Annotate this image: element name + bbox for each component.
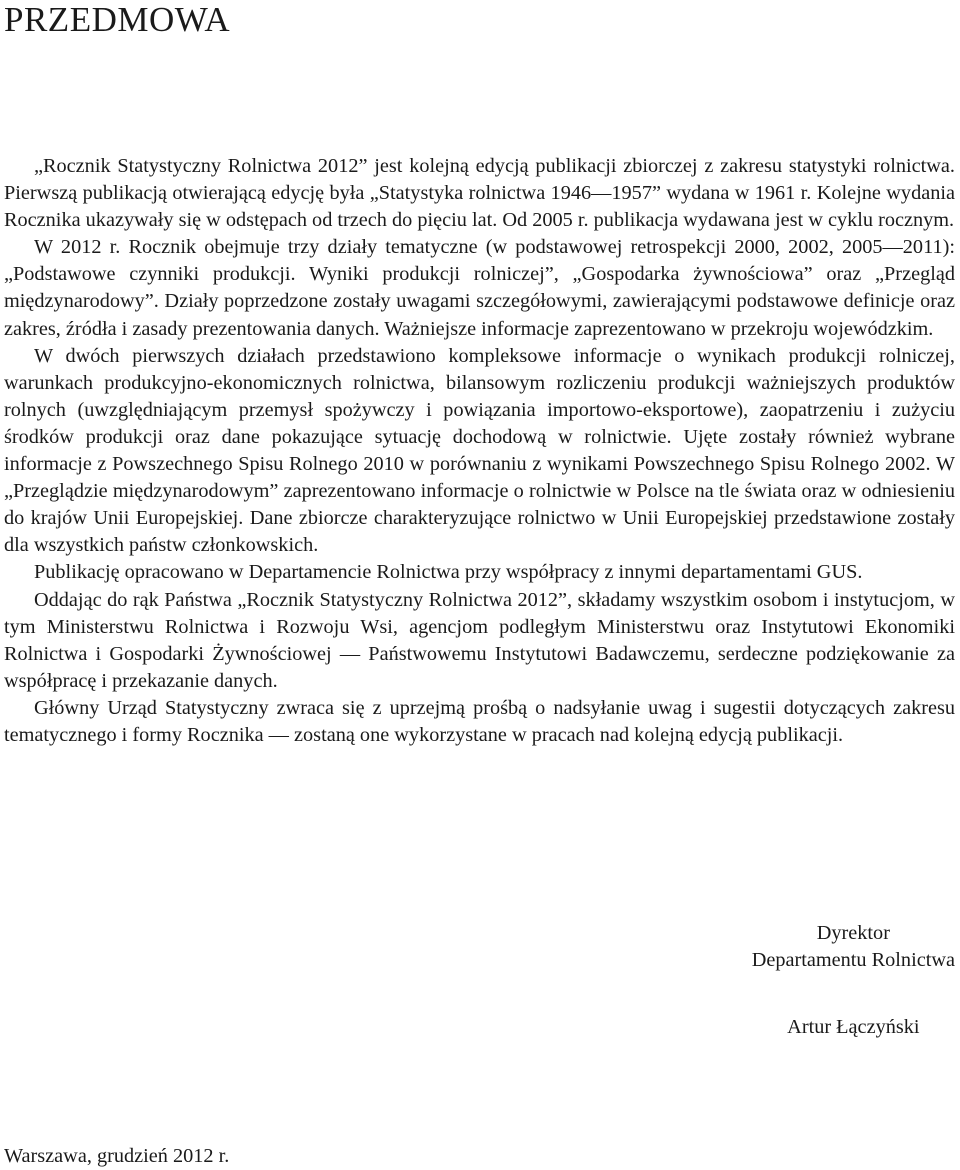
paragraph-intro: „Rocznik Statystyczny Rolnictwa 2012” jest kolejną edycją publikacji zbiorczej z zakresu statystyki rolnictwa. Pierwszą publikacją otwierającą edycję była „Statystyka rolnictwa 1946—1957” wydana w 1961 r. Kolejne wydania Rocznika ukazywały się w odstępach od trzech do pięciu lat. Od 2005 r. publikacja wydawana jest w cyklu rocznym. bbox=[4, 155, 955, 232]
paragraph-content: W dwóch pierwszych działach przedstawiono kompleksowe informacje o wynikach produkcji rolniczej, warunkach produkcyjno-ekonomicznych rolnictwa, bilansowym rozliczeniu produkcji ważniejszych produktów rolnych (uwzględniającym przemysł spożywczy i powiązania importowo-eksportowe), zaopatrzeniu i zużyciu środków produkcji oraz dane pokazujące sytuację dochodową w rolnictwie. Ujęte zostały również wybrane informacje z Powszechnego Spisu Rolnego 2010 w porównaniu z wynikami Powszechnego Spisu Rolnego 2002. W „Przeglądzie międzynarodowym” zaprezentowano informacje o rolnictwie w Polsce na tle świata oraz w odniesieniu do krajów Unii Europejskiej. Dane zbiorcze charakteryzujące rolnictwo w Unii Europejskiej przedstawione zostały dla wszystkich państw członkowskich. bbox=[4, 344, 955, 557]
signature-department: Departamentu Rolnictwa bbox=[751, 949, 955, 971]
signature-block bbox=[752, 920, 955, 1041]
signature-role: Dyrektor bbox=[816, 922, 890, 944]
preface-body bbox=[4, 153, 955, 749]
signature-name: Artur Łączyński bbox=[787, 1016, 920, 1038]
place-date: Warszawa, grudzień 2012 r. bbox=[4, 1145, 230, 1167]
paragraph-authorship: Publikację opracowano w Departamencie Rolnictwa przy współpracy z innymi departamentami GUS. bbox=[34, 561, 863, 584]
paragraph-acknowledgements: Oddając do rąk Państwa „Rocznik Statystyczny Rolnictwa 2012”, składamy wszystkim osobom i instytucjom, w tym Ministerstwu Rolnictwa i Rozwoju Wsi, agencjom podległym Ministerstwu oraz Instytutowi Ekonomiki Rolnictwa i Gospodarki Żywnościowej — Państwowemu Instytutowi Badawczemu, serdeczne podziękowanie za współpracę i przekazanie danych. bbox=[4, 588, 955, 692]
paragraph-feedback: Główny Urząd Statystyczny zwraca się z uprzejmą prośbą o nadsyłanie uwag i sugestii dotyczących zakresu tematycznego i formy Rocznika — zostaną one wykorzystane w pracach nad kolejną edycją publikacji. bbox=[4, 696, 955, 746]
page-title: PRZEDMOWA bbox=[4, 0, 231, 39]
paragraph-sections: W 2012 r. Rocznik obejmuje trzy działy tematyczne (w podstawowej retrospekcji 2000, 2002, 2005—2011): „Podstawowe czynniki produkcji. Wyniki produkcji rolniczej”, „Gospodarka żywnościowa” oraz „Przegląd międzynarodowy”. Działy poprzedzone zostały uwagami szczegółowymi, zawierającymi podstawowe definicje oraz zakres, źródła i zasady prezentowania danych. Ważniejsze informacje zaprezentowano w przekroju wojewódzkim. bbox=[4, 236, 955, 340]
